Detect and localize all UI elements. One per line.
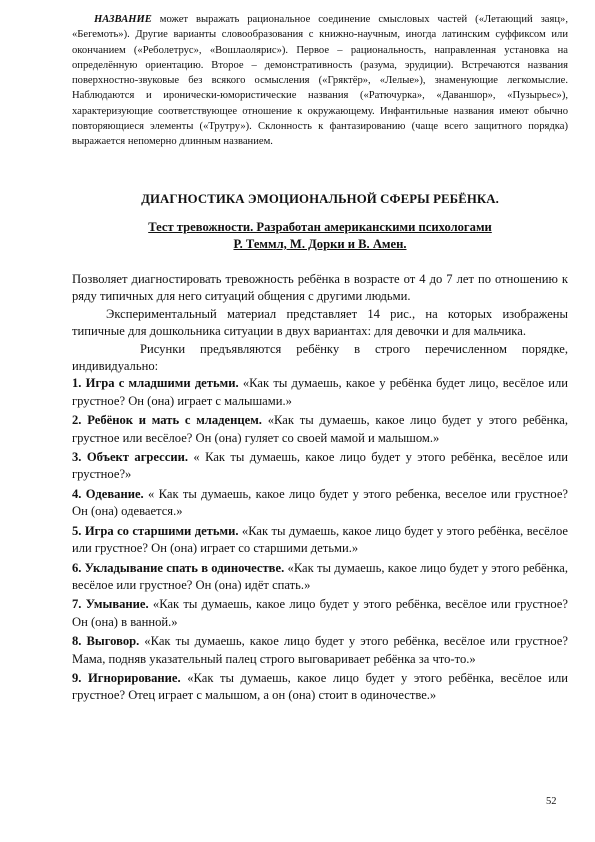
- body-text: [72, 271, 568, 707]
- list-item: [72, 560, 568, 595]
- list-item-text: «Как ты думаешь, какое лицо будет у этого ребёнка, весёлое или грустное? Он (она) в ванной.»: [72, 597, 568, 629]
- subtitle-line-1: Тест тревожности. Разработан американскими психологами: [148, 220, 492, 234]
- list-item-label: 8. Выговор.: [72, 634, 140, 649]
- list-item-label: 9. Игнорирование.: [72, 670, 181, 685]
- list-item-text: «Как ты думаешь, какое лицо будет у этого ребёнка, весёлое или грустное? Он (она) идёт спать.»: [72, 560, 568, 592]
- intro-lead-word: НАЗВАНИЕ: [94, 14, 152, 25]
- list-item: [72, 523, 568, 558]
- intro-paragraph: [72, 12, 568, 150]
- list-item: [72, 412, 568, 447]
- situation-list: [72, 375, 568, 704]
- list-item-label: 1. Игра с младшими детьми.: [72, 376, 239, 391]
- list-item-text: « Как ты думаешь, какое лицо будет у этого ребёнка, весёлое или грустное?»: [72, 450, 568, 482]
- list-item: [72, 596, 568, 631]
- list-item: [72, 486, 568, 521]
- list-item-label: 6. Укладывание спать в одиночестве.: [72, 560, 285, 575]
- subtitle-line-2: Р. Теммл, М. Дорки и В. Амен.: [233, 237, 407, 251]
- list-item-text: «Как ты думаешь, какое лицо будет у этого ребёнка, весёлое или грустное? Он (она) играет со старшими детьми.»: [72, 523, 568, 556]
- body-paragraph-1: Позволяет диагностировать тревожность ребёнка в возрасте от 4 до 7 лет по отношению к ряду типичных для него ситуаций общения с другими людьми.: [72, 272, 568, 304]
- list-item-label: 4. Одевание.: [72, 486, 144, 501]
- list-item-text: «Как ты думаешь, какое лицо будет у этого ребёнка, грустное или весёлое? Он (она) гуляет со своей мамой и малышом.»: [72, 413, 568, 445]
- section-title: ДИАГНОСТИКА ЭМОЦИОНАЛЬНОЙ СФЕРЫ РЕБЁНКА.: [141, 192, 499, 206]
- list-item-label: 3. Объект агрессии.: [72, 450, 188, 465]
- body-paragraph-3: Рисунки предъявляются ребёнку в строго перечисленном порядке, индивидуально:: [72, 341, 568, 374]
- list-item-text: « Как ты думаешь, какое лицо будет у этого ребенка, веселое или грустное? Он (она) одевается.»: [72, 486, 568, 519]
- body-paragraph-2: Экспериментальный материал представляет 14 рис., на которых изображены типичные для дошкольника ситуации в двух вариантах: для девочки и для мальчика.: [72, 306, 568, 339]
- list-item-text: «Как ты думаешь, какое у ребёнка будет лицо, весёлое или грустное? Он (она) играет с малышами.»: [72, 376, 568, 408]
- intro-text: может выражать рациональное соединение смысловых частей («Летающий заяц», «Бегемоть»). Другие варианты словообразования с книжно-научным, иногда латинским суффиксом или окончанием («Реболетрус», «Вошлаолярис»). Первое – рациональность, направленная установка на определённую ориентацию. Второе – демонстративность (разума, эрудиции). Встречаются названия поверхностно-звуковые без всякого осмысления («Гряктёр», «Лелые»), знаменующие легкомыслие. Наблюдаются и иронически-юмористические названия («Ратючурка», «Даваншор», «Пузырьес»), характеризующие соответствующее отношение к окружающему. Инфантильные названия имеют обычно повторяющиеся элементы («Трутру»). Склонность к фантазированию (чаще всего защитного порядка) выражается непомерно длинным названием.: [72, 14, 568, 148]
- list-item: [72, 449, 568, 484]
- list-item-label: 5. Игра со старшими детьми.: [72, 523, 239, 538]
- test-subtitle: [72, 219, 568, 253]
- list-item-text: «Как ты думаешь, какое лицо будет у этого ребёнка, весёлое или грустное? Отец играет с малышом, а он (она) стоит в одиночестве.»: [72, 670, 569, 703]
- page-number: 52: [546, 796, 557, 807]
- list-item: [72, 670, 568, 705]
- list-item-text: «Как ты думаешь, какое лицо будет у этого ребёнка, весёлое или грустное? Мама, подняв указательный палец строго выговаривает ребёнка за что-то.»: [72, 634, 568, 666]
- list-item-label: 7. Умывание.: [72, 597, 149, 612]
- list-item: [72, 633, 568, 668]
- list-item: [72, 375, 568, 410]
- list-item-label: 2. Ребёнок и мать с младенцем.: [72, 413, 262, 428]
